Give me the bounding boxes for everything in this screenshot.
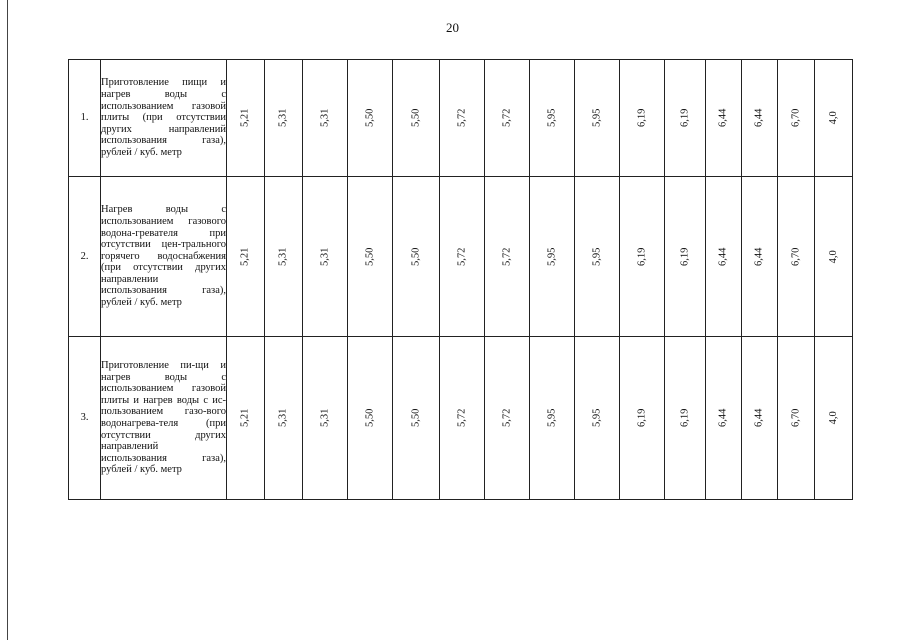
tariff-value: 5,21 xyxy=(239,408,251,428)
tariff-value: 5,95 xyxy=(546,408,558,428)
row-number: 2. xyxy=(69,177,101,337)
table-row xyxy=(69,60,853,177)
tariff-value-cell xyxy=(665,177,706,337)
tariff-value-cell xyxy=(265,337,303,500)
tariff-value: 5,21 xyxy=(239,247,251,266)
tariff-value: 5,72 xyxy=(456,108,468,128)
tariff-value-cell xyxy=(440,177,485,337)
tariff-value-cell xyxy=(440,60,485,177)
tariff-value: 5,31 xyxy=(319,108,331,128)
tariff-value-cell xyxy=(348,177,393,337)
tariff-value-cell xyxy=(742,60,778,177)
tariff-value-cell xyxy=(706,337,742,500)
service-description xyxy=(101,60,227,177)
tariff-value-cell xyxy=(393,60,440,177)
tariff-value-cell xyxy=(575,337,620,500)
tariff-value-cell xyxy=(742,337,778,500)
tariff-value-cell xyxy=(815,337,853,500)
tariff-value: 5,50 xyxy=(364,108,376,128)
service-description-text: Нагрев воды с использованием газового водона-гревателя при отсутствии цен-трального горячего водоснабжения (при отсутствии других направлении использования газа), рублей / куб. метр xyxy=(101,204,226,309)
row-number: 1. xyxy=(69,60,101,177)
tariff-value-cell xyxy=(227,60,265,177)
service-description xyxy=(101,337,227,500)
tariff-value-cell xyxy=(227,177,265,337)
tariff-value: 4,0 xyxy=(827,411,839,425)
tariff-value-cell xyxy=(485,337,530,500)
tariff-value-cell xyxy=(440,337,485,500)
tariff-value: 6,19 xyxy=(679,247,691,266)
tariff-value-cell xyxy=(665,337,706,500)
tariff-value: 5,72 xyxy=(456,408,468,428)
tariff-value: 4,0 xyxy=(827,249,839,264)
tariff-value-cell xyxy=(575,60,620,177)
tariff-value: 5,95 xyxy=(546,108,558,128)
page-number: 20 xyxy=(446,20,459,35)
tariff-value: 5,31 xyxy=(277,108,289,128)
tariff-value-cell xyxy=(530,177,575,337)
tariff-value: 6,19 xyxy=(679,108,691,128)
tariff-value-cell xyxy=(742,177,778,337)
tariff-value: 5,50 xyxy=(410,408,422,428)
tariff-value: 6,70 xyxy=(790,108,802,128)
tariff-value: 5,50 xyxy=(410,108,422,128)
tariff-value: 5,95 xyxy=(591,108,603,128)
tariff-value: 5,50 xyxy=(364,247,376,266)
tariff-value-cell xyxy=(303,177,348,337)
tariff-value-cell xyxy=(265,177,303,337)
gas-tariff-table xyxy=(68,59,853,500)
tariff-value-cell xyxy=(665,60,706,177)
tariff-value: 5,95 xyxy=(591,408,603,428)
tariff-value-cell xyxy=(393,337,440,500)
tariff-value: 5,95 xyxy=(546,247,558,266)
tariff-value-cell xyxy=(778,337,815,500)
row-number: 3. xyxy=(69,337,101,500)
tariff-value: 4,0 xyxy=(827,111,839,125)
tariff-value-cell xyxy=(575,177,620,337)
tariff-value: 6,19 xyxy=(636,247,648,266)
tariff-value: 5,21 xyxy=(239,108,251,128)
tariff-value: 6,44 xyxy=(753,108,765,128)
tariff-value: 5,31 xyxy=(277,247,289,266)
tariff-value: 5,31 xyxy=(319,247,331,266)
tariff-value-cell xyxy=(530,60,575,177)
tariff-value-cell xyxy=(620,337,665,500)
service-description-text: Приготовление пищи и нагрев воды с использованием газовой плиты (при отсутствии других направлений использования газа), рублей / куб. метр xyxy=(101,77,226,158)
tariff-value-cell xyxy=(303,60,348,177)
tariff-value-cell xyxy=(485,60,530,177)
tariff-value: 6,70 xyxy=(790,408,802,428)
tariff-value-cell xyxy=(815,60,853,177)
tariff-value: 5,95 xyxy=(591,247,603,266)
tariff-value-cell xyxy=(620,177,665,337)
tariff-value: 6,19 xyxy=(636,408,648,428)
tariff-value: 6,70 xyxy=(790,247,802,266)
tariff-value: 5,72 xyxy=(501,247,513,266)
tariff-value-cell xyxy=(227,337,265,500)
tariff-value: 6,44 xyxy=(717,408,729,428)
tariff-value-cell xyxy=(348,60,393,177)
tariff-value: 5,50 xyxy=(364,408,376,428)
tariff-value: 6,44 xyxy=(717,247,729,266)
tariff-value: 5,31 xyxy=(277,408,289,428)
tariff-value-cell xyxy=(348,337,393,500)
tariff-value: 6,44 xyxy=(753,408,765,428)
tariff-value-cell xyxy=(778,60,815,177)
tariff-value: 5,72 xyxy=(501,108,513,128)
tariff-value-cell xyxy=(706,177,742,337)
tariff-value: 6,19 xyxy=(636,108,648,128)
tariff-value: 5,50 xyxy=(410,247,422,266)
tariff-value: 5,72 xyxy=(501,408,513,428)
tariff-value-cell xyxy=(530,337,575,500)
tariff-value-cell xyxy=(265,60,303,177)
table-row xyxy=(69,177,853,337)
tariff-value: 6,44 xyxy=(717,108,729,128)
tariff-value-cell xyxy=(815,177,853,337)
table-row xyxy=(69,337,853,500)
service-description-text: Приготовление пи-щи и нагрев воды с использованием газовой плиты и нагрев воды с ис-пользованием газо-вого водонагрева-теля (при отсутствии других направлений использования газа), рублей / куб. метр xyxy=(101,360,226,476)
tariff-value-cell xyxy=(706,60,742,177)
tariff-value: 6,19 xyxy=(679,408,691,428)
tariff-value-cell xyxy=(620,60,665,177)
tariff-value-cell xyxy=(393,177,440,337)
page-left-border xyxy=(7,0,8,640)
tariff-value: 5,72 xyxy=(456,247,468,266)
tariff-value: 5,31 xyxy=(319,408,331,428)
tariff-value-cell xyxy=(778,177,815,337)
tariff-value: 6,44 xyxy=(753,247,765,266)
tariff-value-cell xyxy=(303,337,348,500)
tariff-value-cell xyxy=(485,177,530,337)
service-description xyxy=(101,177,227,337)
